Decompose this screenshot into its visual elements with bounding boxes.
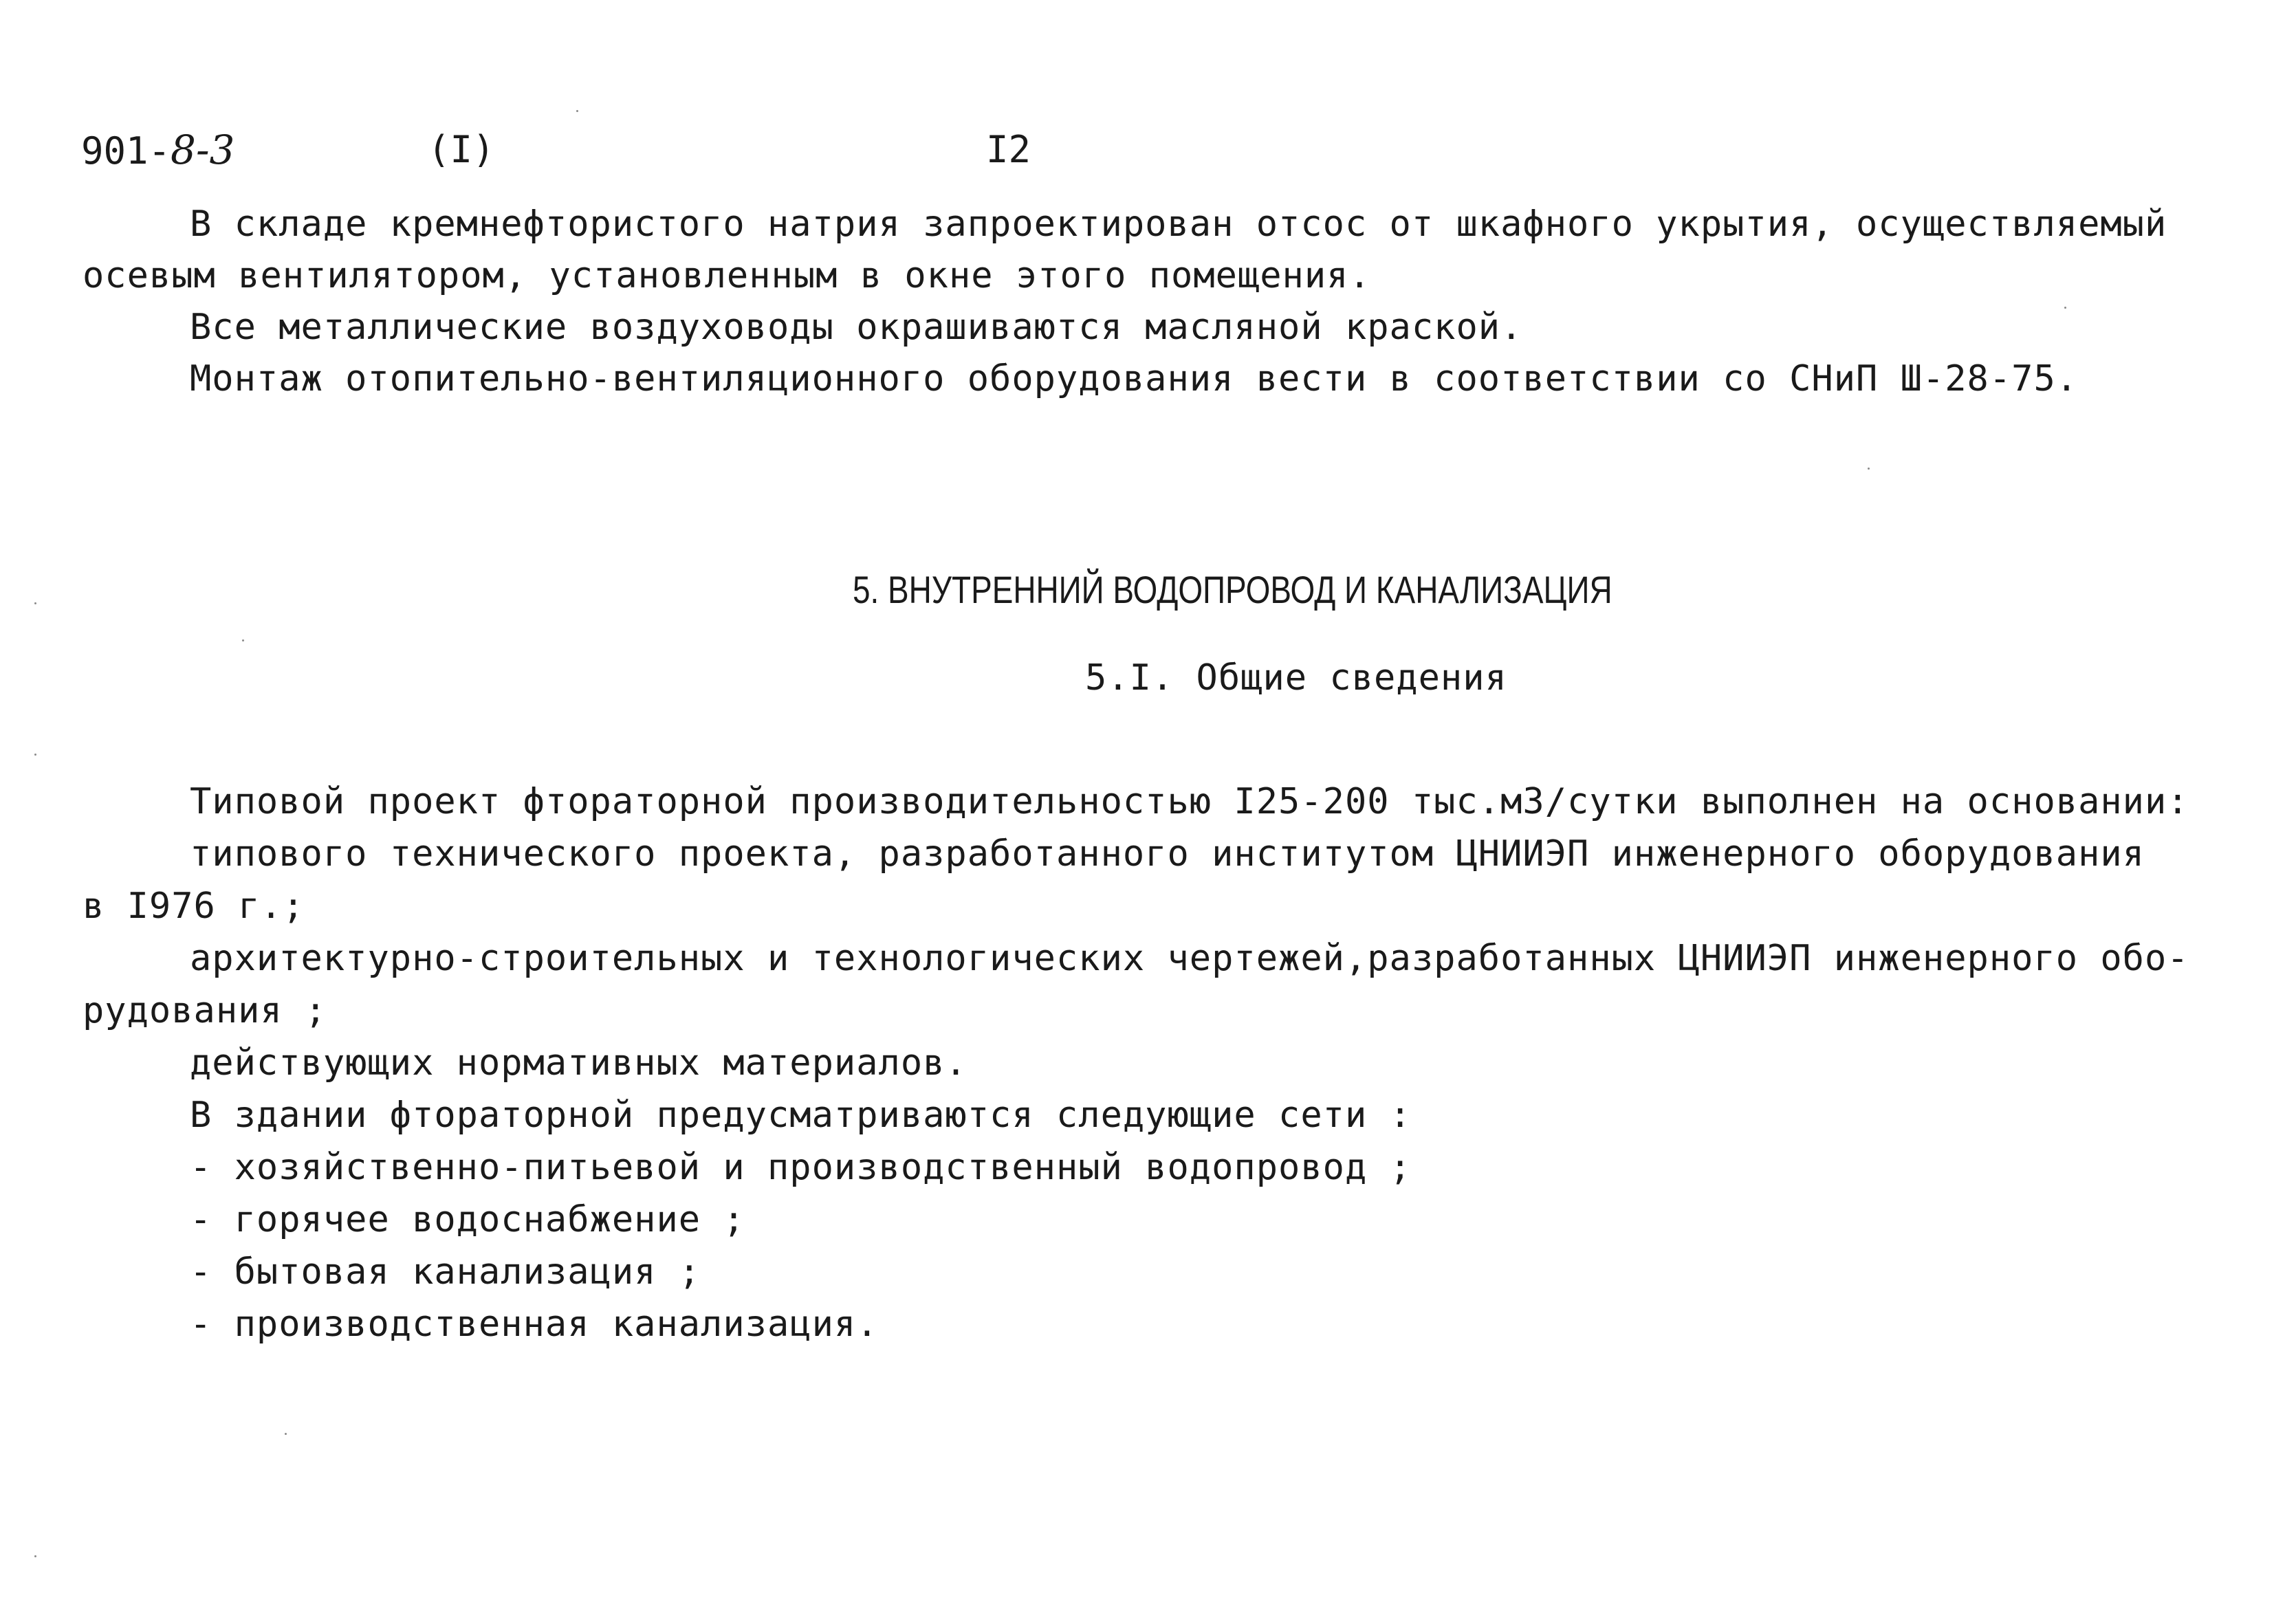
intro-paragraph: Типовой проект фтораторной производительностью I25-200 тыс.м3/сутки выполнен на основании: bbox=[190, 781, 2189, 822]
network-list-item: - горячее водоснабжение ; bbox=[190, 1199, 745, 1240]
volume-number: (I) bbox=[428, 128, 495, 171]
basis-item-2-line-2: рудования ; bbox=[83, 990, 327, 1031]
scan-speck bbox=[1868, 468, 1870, 470]
network-list-item: - хозяйственно-питьевой и производственный водопровод ; bbox=[190, 1147, 1412, 1188]
network-list-item: - производственная канализация. bbox=[190, 1304, 879, 1345]
document-code-handwritten: 8-3 bbox=[171, 127, 235, 173]
document-code-prefix: 901- bbox=[81, 129, 171, 173]
scan-speck bbox=[2064, 307, 2066, 309]
scan-speck bbox=[242, 639, 244, 641]
ventilation-paragraph-1-line-1: В складе кремнефтористого натрия запроектирован отсос от шкафного укрытия, осуществляемый bbox=[190, 204, 2167, 245]
ventilation-paragraph-3: Монтаж отопительно-вентиляционного оборудования вести в соответствии со СНиП Ш-28-75. bbox=[190, 358, 2079, 399]
basis-item-2-line-1: архитектурно-строительных и технологических чертежей,разработанных ЦНИИЭП инженерного обо- bbox=[190, 938, 2189, 979]
page-number: I2 bbox=[986, 128, 1031, 171]
scan-speck bbox=[285, 1433, 287, 1435]
scan-speck bbox=[576, 110, 578, 112]
document-code bbox=[81, 129, 234, 172]
scan-speck bbox=[34, 602, 36, 604]
basis-item-1-line-1: типового технического проекта, разработанного институтом ЦНИИЭП инженерного оборудования bbox=[190, 833, 2145, 875]
scan-speck bbox=[34, 754, 36, 756]
network-list-item: - бытовая канализация ; bbox=[190, 1251, 701, 1293]
networks-intro: В здании фтораторной предусматриваются следующие сети : bbox=[190, 1095, 1412, 1136]
section-title: 5. ВНУТРЕННИЙ ВОДОПРОВОД И КАНАЛИЗАЦИЯ bbox=[853, 568, 1612, 611]
ventilation-paragraph-2: Все металлические воздуховоды окрашиваются масляной краской. bbox=[190, 307, 1523, 348]
basis-item-1-line-2: в I976 г.; bbox=[83, 886, 305, 927]
subsection-title: 5.I. Общие сведения bbox=[1085, 657, 1507, 699]
scan-speck bbox=[34, 1555, 36, 1557]
ventilation-paragraph-1-line-2: осевым вентилятором, установленным в окне этого помещения. bbox=[83, 255, 1371, 296]
basis-item-3: действующих нормативных материалов. bbox=[190, 1042, 967, 1084]
